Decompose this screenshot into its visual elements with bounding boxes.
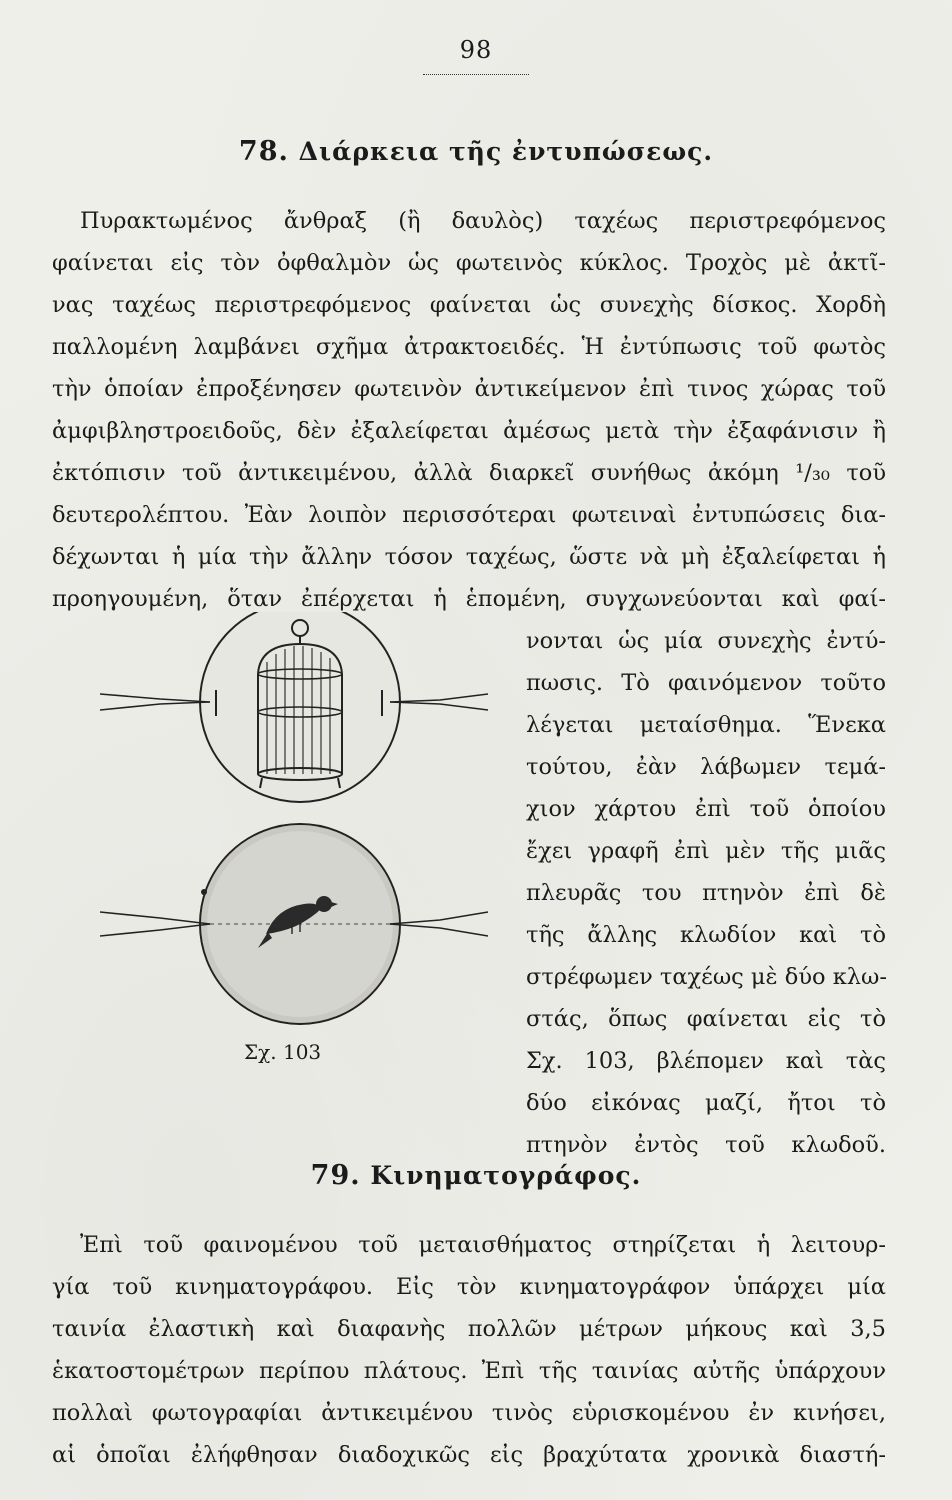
paragraph-line: παλλομένη λαμβάνει σχῆμα ἀτρακτοειδές. Ἡ ἐντύπωσις τοῦ φωτὸς <box>52 334 886 360</box>
section-79-heading <box>0 1160 952 1191</box>
side-paragraph-line: πλευρᾶς του πτηνὸν ἐπὶ δὲ <box>526 880 886 906</box>
section-79-number: 79. <box>310 1160 361 1191</box>
side-paragraph-line: Σχ. 103, βλέπομεν καὶ τὰς <box>526 1048 886 1074</box>
paragraph-line: ταινία ἐλαστικὴ καὶ διαφανὴς πολλῶν μέτρων μήκους καὶ 3,5 <box>52 1316 886 1342</box>
side-paragraph-line: νονται ὡς μία συνεχὴς ἐντύ- <box>526 628 886 654</box>
side-paragraph-line: τούτου, ἐὰν λάβωμεν τεμά- <box>526 754 886 780</box>
section-78-number: 78. <box>238 136 289 167</box>
side-paragraph-line: στρέφωμεν ταχέως μὲ δύο κλω- <box>526 964 887 990</box>
section-78-title: Διάρκεια τῆς ἐντυπώσεως. <box>298 137 714 166</box>
figure-103-illustration <box>100 612 500 1072</box>
side-paragraph-line: δύο εἰκόνας μαζί, ἤτοι τὸ <box>526 1090 886 1116</box>
paragraph-line: δέχωνται ἡ μία τὴν ἄλλην τόσον ταχέως, ὥστε νὰ μὴ ἐξαλείφεται ἡ <box>52 544 886 570</box>
side-paragraph-line: πωσις. Τὸ φαινόμενον τοῦτο <box>526 670 886 696</box>
paragraph-line: φαίνεται εἰς τὸν ὀφθαλμὸν ὡς φωτεινὸς κύκλος. Τροχὸς μὲ ἀκτῖ- <box>52 250 886 276</box>
page-number: 98 <box>459 36 493 64</box>
side-paragraph-line: λέγεται μεταίσθημα. Ἕνεκα <box>526 712 886 738</box>
side-paragraph-line: πτηνὸν ἐντὸς τοῦ κλωδοῦ. <box>526 1132 886 1158</box>
cage-disc-drawing <box>100 612 488 802</box>
paragraph-line: ἑκατοστομέτρων περίπου πλάτους. Ἐπὶ τῆς ταινίας αὐτῆς ὑπάρχουν <box>52 1358 886 1384</box>
side-paragraph-line: ἔχει γραφῆ ἐπὶ μὲν τῆς μιᾶς <box>526 838 886 864</box>
side-paragraph-line: στάς, ὅπως φαίνεται εἰς τὸ <box>526 1006 886 1032</box>
figure-caption: Σχ. 103 <box>244 1040 322 1064</box>
section-78-heading <box>0 136 952 167</box>
section-79-title: Κινηματογράφος. <box>370 1161 642 1190</box>
side-paragraph-line: χιον χάρτου ἐπὶ τοῦ ὁποίου <box>526 796 886 822</box>
paragraph-line: ἐκτόπισιν τοῦ ἀντικειμένου, ἀλλὰ διαρκεῖ συνήθως ἀκόμη ¹/₃₀ τοῦ <box>52 460 886 486</box>
paragraph-line: τὴν ὁποίαν ἐπροξένησεν φωτεινὸν ἀντικείμενον ἐπὶ τινος χώρας τοῦ <box>52 376 886 402</box>
paragraph-line: δευτερολέπτου. Ἐὰν λοιπὸν περισσότεραι φωτειναὶ ἐντυπώσεις δια- <box>52 502 886 528</box>
side-paragraph-line: τῆς ἄλλης κλωδίον καὶ τὸ <box>526 922 886 948</box>
paragraph-line: ἀμφιβληστροειδοῦς, δὲν ἐξαλείφεται ἀμέσως μετὰ τὴν ἐξαφάνισιν ἢ <box>52 418 886 444</box>
paragraph-line: αἱ ὁποῖαι ἐλήφθησαν διαδοχικῶς εἰς βραχύτατα χρονικὰ διαστή- <box>52 1442 886 1468</box>
page-number-rule <box>423 74 529 75</box>
paragraph-line: πολλαὶ φωτογραφίαι ἀντικειμένου τινὸς εὑρισκομένου ἐν κινήσει, <box>52 1400 886 1426</box>
paragraph-line: Πυρακτωμένος ἄνθραξ (ἢ δαυλὸς) ταχέως περιστρεφόμενος <box>80 208 886 234</box>
paragraph-line: νας ταχέως περιστρεφόμενος φαίνεται ὡς συνεχὴς δίσκος. Χορδὴ <box>52 292 886 318</box>
bird-disc-drawing <box>100 824 488 1024</box>
paragraph-line: γία τοῦ κινηματογράφου. Εἰς τὸν κινηματογράφον ὑπάρχει μία <box>52 1274 886 1300</box>
paragraph-line: Ἐπὶ τοῦ φαινομένου τοῦ μεταισθήματος στηρίζεται ἡ λειτουρ- <box>80 1232 886 1258</box>
paragraph-line: προηγουμένη, ὅταν ἐπέρχεται ἡ ἑπομένη, συγχωνεύονται καὶ φαί- <box>52 586 886 612</box>
